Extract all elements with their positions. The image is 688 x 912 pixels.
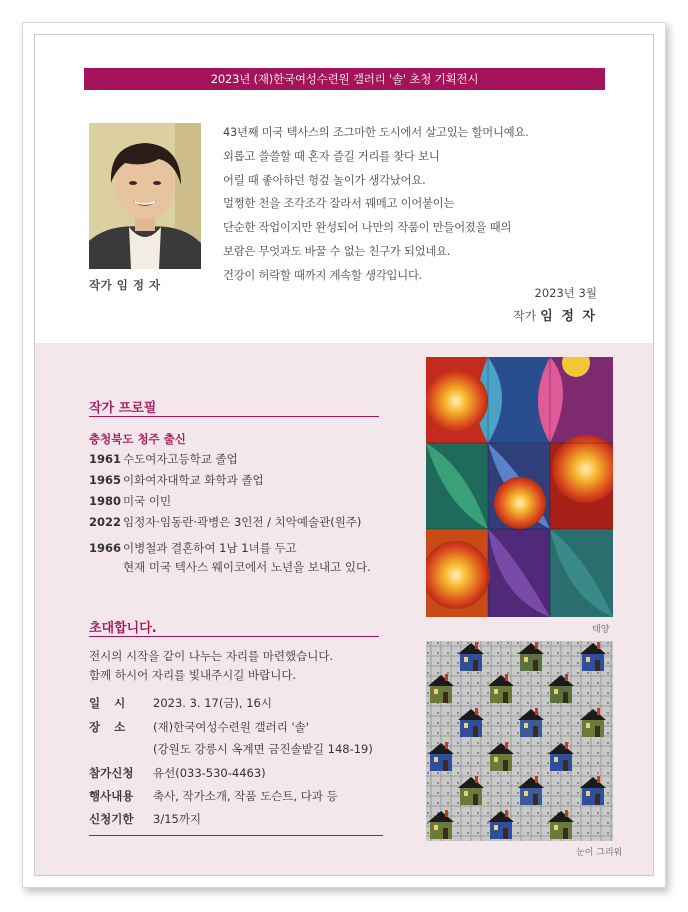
detail-address: (강원도 강릉시 옥계면 금진솔밭길 148-19) bbox=[153, 742, 373, 756]
invitation-line: 함께 하시어 자리를 빛내주시길 바랍니다. bbox=[89, 668, 297, 682]
statement-line: 외롭고 쓸쓸할 때 혼자 즐길 거리를 찾다 보니 bbox=[223, 149, 440, 163]
detail-label: 신청기한 bbox=[89, 812, 134, 826]
detail-value: (재)한국여성수련원 갤러리 '솔' bbox=[153, 720, 309, 734]
timeline-year: 2022 bbox=[89, 515, 122, 529]
statement-line: 43년째 미국 텍사스의 조그마한 도시에서 살고있는 할머니예요. bbox=[223, 126, 529, 139]
detail-label: 장소 bbox=[89, 720, 140, 734]
invitation-bottom-rule bbox=[89, 835, 383, 836]
author-portrait bbox=[89, 123, 201, 269]
detail-apply bbox=[89, 765, 266, 781]
timeline-year: 1961 bbox=[89, 452, 122, 466]
invitation-rule bbox=[89, 636, 379, 637]
statement-line: 어릴 때 좋아하던 헝겊 놀이가 생각났어요. bbox=[223, 173, 426, 187]
exhibition-banner: 2023년 (재)한국여성수련원 갤러리 '솔' 초청 기획전시 bbox=[84, 68, 605, 90]
signature-prefix: 작가 bbox=[513, 309, 537, 323]
statement-line: 멀쩡한 천을 조각조각 잘라서 꿰메고 이어붙이는 bbox=[223, 197, 455, 211]
statement-signature bbox=[513, 305, 597, 324]
signature-name: 임 정 자 bbox=[540, 309, 597, 324]
timeline-text: 수도여자고등학교 졸업 bbox=[123, 452, 238, 466]
author-caption: 작가 임 정 자 bbox=[89, 278, 161, 292]
statement-line: 건강이 허락할 때까지 계속할 생각입니다. bbox=[223, 268, 423, 282]
timeline-row bbox=[89, 514, 361, 530]
timeline-year: 1965 bbox=[89, 473, 122, 487]
detail-label: 일시 bbox=[89, 696, 140, 710]
invitation-line: 전시의 시작을 같이 나누는 자리를 마련했습니다. bbox=[89, 649, 334, 663]
marriage-year: 1966 bbox=[89, 541, 122, 555]
profile-origin: 충청북도 청주 출신 bbox=[89, 432, 186, 446]
detail-value: 유선(033-530-4463) bbox=[153, 766, 266, 780]
detail-label: 행사내용 bbox=[89, 789, 134, 803]
detail-value: 3/15까지 bbox=[153, 812, 202, 826]
profile-title: 작가 프로필 bbox=[89, 401, 157, 416]
artwork-house-quilt bbox=[426, 641, 613, 841]
statement-line: 보람은 무엇과도 바꿀 수 없는 친구가 되었네요. bbox=[223, 244, 451, 258]
detail-value: 2023. 3. 17(금), 16시 bbox=[153, 696, 272, 710]
detail-label: 참가신청 bbox=[89, 766, 134, 780]
artwork-caption: 눈이 그리워 bbox=[576, 848, 623, 858]
artwork-sun-quilt bbox=[426, 357, 613, 617]
timeline-row bbox=[89, 451, 238, 467]
detail-event bbox=[89, 788, 338, 804]
marriage-line1: 이병철과 결혼하여 1남 1녀를 두고 bbox=[123, 541, 297, 555]
author-statement bbox=[223, 121, 623, 288]
invitation-text bbox=[89, 647, 333, 685]
statement-date: 2023년 3월 bbox=[534, 286, 597, 300]
marriage-line2: 현재 미국 텍사스 웨이코에서 노년을 보내고 있다. bbox=[123, 560, 371, 574]
detail-date bbox=[89, 695, 272, 711]
timeline-text: 미국 이민 bbox=[123, 494, 172, 508]
timeline-row bbox=[89, 493, 171, 509]
timeline-row bbox=[89, 472, 264, 488]
detail-place bbox=[89, 719, 309, 735]
detail-value: 축사, 작가소개, 작품 도슨트, 다과 등 bbox=[153, 789, 338, 803]
artwork-caption: 태양 bbox=[592, 625, 610, 635]
detail-deadline bbox=[89, 811, 201, 827]
invitation-title: 초대합니다. bbox=[89, 621, 157, 636]
timeline-year: 1980 bbox=[89, 494, 122, 508]
statement-line: 단순한 작업이지만 완성되어 나만의 작품이 만들어졌을 때의 bbox=[223, 221, 512, 235]
marriage-note bbox=[89, 539, 371, 577]
poster bbox=[34, 34, 654, 876]
timeline-text: 이화여자대학교 화학과 졸업 bbox=[123, 473, 264, 487]
profile-rule bbox=[89, 416, 379, 417]
timeline-text: 임정자·임동란·곽병은 3인전 / 치악예술관(원주) bbox=[123, 515, 362, 529]
